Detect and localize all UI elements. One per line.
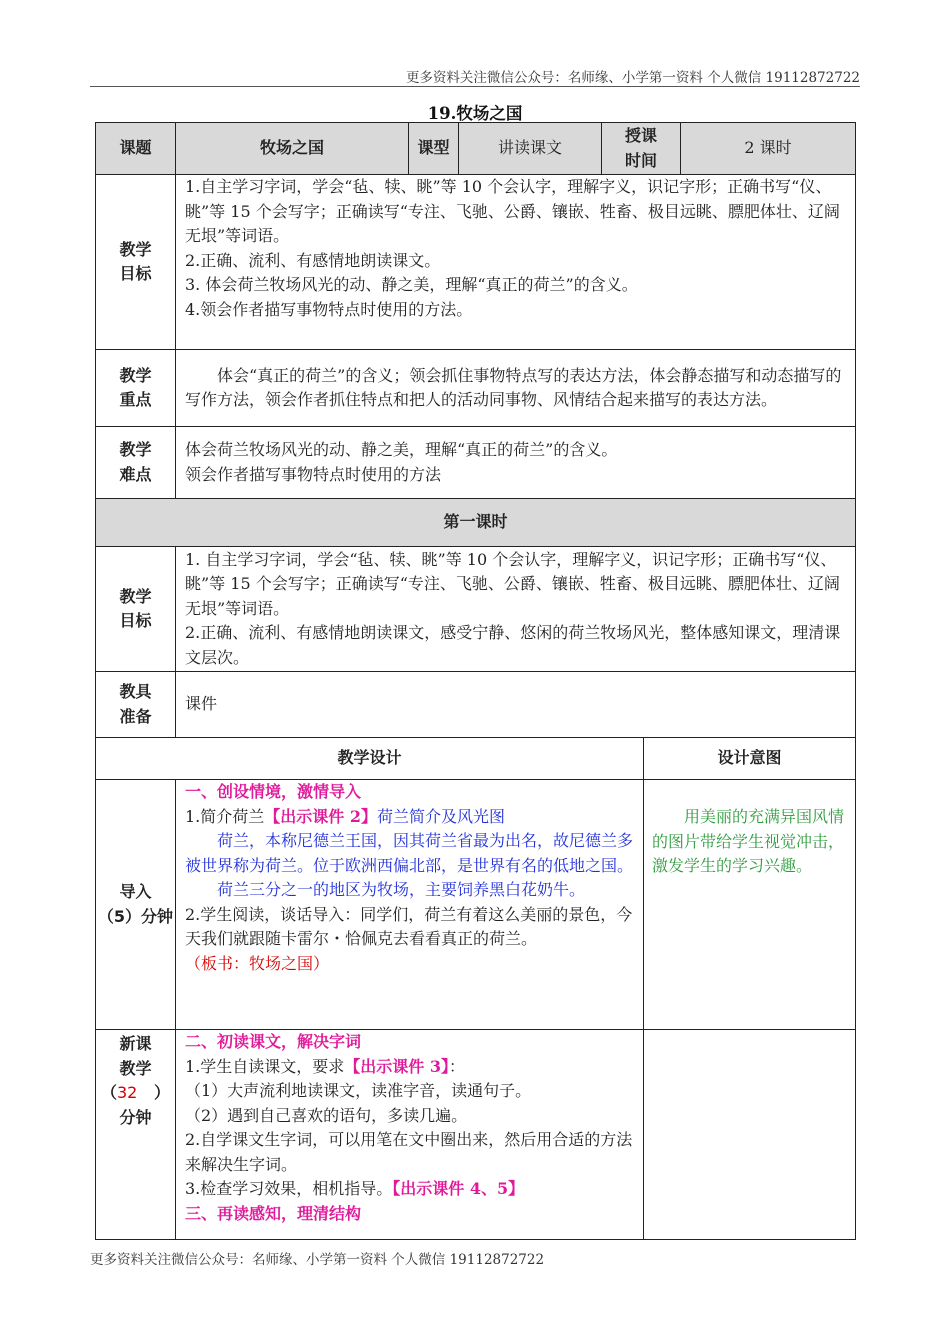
intro-label-line-1: 导入 bbox=[119, 882, 152, 901]
new-lesson-item-2: 2.自学课文生字词，可以用笔在文中圈出来，然后用合适的方法来解决生字词。 bbox=[185, 1130, 633, 1174]
goals-label bbox=[96, 175, 176, 350]
new-lesson-item-1-colon: ： bbox=[449, 1056, 466, 1076]
lesson-one-title: 第一课时 bbox=[96, 499, 856, 547]
tools-label-line-2: 准备 bbox=[119, 706, 152, 726]
intro-item-1 bbox=[185, 805, 643, 830]
intro-content bbox=[176, 780, 644, 1030]
intro-intent bbox=[644, 780, 856, 1030]
new-lesson-section-3: 三、再读感知，理清结构 bbox=[185, 1203, 362, 1223]
new-lesson-item-3 bbox=[185, 1177, 643, 1202]
difficulties-row bbox=[96, 427, 856, 499]
intro-row bbox=[96, 780, 856, 1030]
new-lesson-item-1-text: 1.学生自读课文，要求 bbox=[185, 1056, 345, 1076]
new-lesson-label bbox=[96, 1030, 176, 1240]
intro-paragraph-2: 荷兰三分之一的地区为牧场，主要饲养黑白花奶牛。 bbox=[217, 880, 586, 899]
footer-note: 更多资料关注微信公众号：名师缘、小学第一资料 个人微信 19112872722 bbox=[90, 1252, 545, 1268]
intro-item-1-caption: 荷兰简介及风光图 bbox=[377, 806, 506, 826]
tools-value: 课件 bbox=[176, 672, 856, 738]
tools-label-line-1: 教具 bbox=[119, 682, 152, 701]
goals-content bbox=[176, 175, 856, 350]
difficulties-line-2: 领会作者描写事物特点时使用的方法 bbox=[185, 464, 442, 484]
lesson-one-goals-label bbox=[96, 547, 176, 672]
new-lesson-label-line-3 bbox=[96, 1081, 175, 1106]
key-points-label-line-1: 教学 bbox=[119, 365, 152, 385]
goals-line-1: 1.自主学习字词，学会“毡、犊、眺”等 10 个会认字，理解字义，识记字形；正确书写“仪、眺”等 15 个会写字；正确读写“专注、飞驰、公爵、镶嵌、牲畜、极目远眺、膘肥体壮、辽阔无垠”等词语。 bbox=[185, 177, 840, 245]
hours-label bbox=[602, 123, 681, 175]
new-lesson-item-1-courseware-tag: 【出示课件 3】 bbox=[344, 1056, 449, 1076]
goals-line-2: 2.正确、流利、有感情地朗读课文。 bbox=[185, 250, 441, 270]
lesson-one-goals-label-line-2: 目标 bbox=[119, 611, 152, 630]
header-note: 更多资料关注微信公众号：名师缘、小学第一资料 个人微信 19112872722 bbox=[405, 70, 860, 86]
design-header-left: 教学设计 bbox=[96, 738, 644, 780]
new-lesson-item-3-text: 3.检查学习效果，相机指导。 bbox=[185, 1179, 393, 1198]
difficulties-label-line-1: 教学 bbox=[119, 440, 152, 459]
new-lesson-label-line-2: 教学 bbox=[119, 1058, 152, 1078]
lesson-one-goals-line-1: 1. 自主学习字词，学会“毡、犊、眺”等 10 个会认字，理解字义，识记字形；正确书写“仪、眺”等 15 个会写字；正确读写“专注、飞驰、公爵、镶嵌、牲畜、极目远眺、膘肥体壮、辽阔无垠”等词语。 bbox=[185, 549, 840, 618]
new-lesson-paren-close: ） bbox=[154, 1083, 171, 1102]
lesson-one-goals-label-line-1: 教学 bbox=[119, 586, 152, 606]
new-lesson-paren-open: （ bbox=[100, 1083, 117, 1102]
key-points-label-line-2: 重点 bbox=[119, 390, 152, 409]
goals-line-4: 4.领会作者描写事物特点时使用的方法。 bbox=[185, 299, 473, 319]
new-lesson-sub-1: （1）大声流利地读课文，读准字音，读通句子。 bbox=[185, 1081, 532, 1100]
new-lesson-item-1 bbox=[185, 1055, 643, 1080]
tools-row bbox=[96, 672, 856, 738]
design-header-right: 设计意图 bbox=[644, 738, 856, 780]
document-title: 19.牧场之国 bbox=[427, 104, 523, 123]
new-lesson-row bbox=[96, 1030, 856, 1240]
intro-item-2: 2.学生阅读，谈话导入：同学们，荷兰有着这么美丽的景色，今天我们就跟随卡雷尔・恰佩克去看看真正的荷兰。 bbox=[185, 904, 633, 948]
key-points-text: 体会“真正的荷兰”的含义；领会抓住事物特点写的表达方法，体会静态描写和动态描写的写作方法，领会作者抓住特点和把人的活动同事物、风情结合起来描写的表达方法。 bbox=[185, 365, 842, 409]
lesson-plan-table bbox=[95, 122, 856, 1240]
new-lesson-intent bbox=[644, 1030, 856, 1240]
new-lesson-minutes: 32 bbox=[116, 1083, 138, 1102]
type-value: 讲读课文 bbox=[459, 123, 602, 175]
hours-value: 2 课时 bbox=[681, 123, 856, 175]
lesson-one-goals-content bbox=[176, 547, 856, 672]
topic-label: 课题 bbox=[96, 123, 176, 175]
intro-paragraph-1: 荷兰，本称尼德兰王国，因其荷兰省最为出名，故尼德兰多被世界称为荷兰。位于欧洲西偏北部，是世界有名的低地之国。 bbox=[185, 831, 634, 875]
new-lesson-sub-2: （2）遇到自己喜欢的语句，多读几遍。 bbox=[185, 1105, 468, 1125]
goals-label-line-2: 目标 bbox=[119, 264, 152, 283]
intro-item-1-text: 1.简介荷兰 bbox=[185, 806, 265, 826]
header-rule bbox=[90, 86, 860, 87]
intro-section-title: 一、创设情境，激情导入 bbox=[185, 782, 362, 801]
hours-label-line-2: 时间 bbox=[625, 150, 658, 170]
goals-row bbox=[96, 175, 856, 350]
hours-label-line-1: 授课 bbox=[625, 126, 658, 145]
lesson-one-row bbox=[96, 499, 856, 547]
difficulties-content bbox=[176, 427, 856, 499]
difficulties-label bbox=[96, 427, 176, 499]
type-label: 课型 bbox=[409, 123, 459, 175]
new-lesson-item-3-courseware-tag: 【出示课件 4、5】 bbox=[392, 1179, 525, 1198]
key-points-row bbox=[96, 350, 856, 427]
intro-intent-text: 用美丽的充满异国风情的图片带给学生视觉冲击，激发学生的学习兴趣。 bbox=[652, 807, 845, 875]
intro-label bbox=[96, 780, 176, 1030]
intro-board-note: （板书：牧场之国） bbox=[185, 953, 330, 973]
lesson-one-goals-row bbox=[96, 547, 856, 672]
new-lesson-content bbox=[176, 1030, 644, 1240]
new-lesson-label-line-4: 分钟 bbox=[119, 1107, 152, 1127]
difficulties-line-1: 体会荷兰牧场风光的动、静之美，理解“真正的荷兰”的含义。 bbox=[185, 440, 618, 459]
key-points-label bbox=[96, 350, 176, 427]
design-header-row bbox=[96, 738, 856, 780]
goals-line-3: 3. 体会荷兰牧场风光的动、静之美，理解“真正的荷兰”的含义。 bbox=[185, 275, 638, 294]
intro-item-1-courseware-tag: 【出示课件 2】 bbox=[264, 806, 377, 826]
goals-label-line-1: 教学 bbox=[119, 239, 152, 259]
info-row bbox=[96, 123, 856, 175]
lesson-one-goals-line-2: 2.正确、流利、有感情地朗读课文，感受宁静、悠闲的荷兰牧场风光，整体感知课文，理清课文层次。 bbox=[185, 623, 841, 667]
intro-label-line-2: （5）分钟 bbox=[97, 906, 174, 926]
new-lesson-section-2: 二、初读课文，解决字词 bbox=[185, 1032, 362, 1051]
tools-label bbox=[96, 672, 176, 738]
key-points-content bbox=[176, 350, 856, 427]
difficulties-label-line-2: 难点 bbox=[119, 464, 152, 484]
new-lesson-label-line-1: 新课 bbox=[119, 1034, 152, 1053]
topic-value: 牧场之国 bbox=[176, 123, 409, 175]
